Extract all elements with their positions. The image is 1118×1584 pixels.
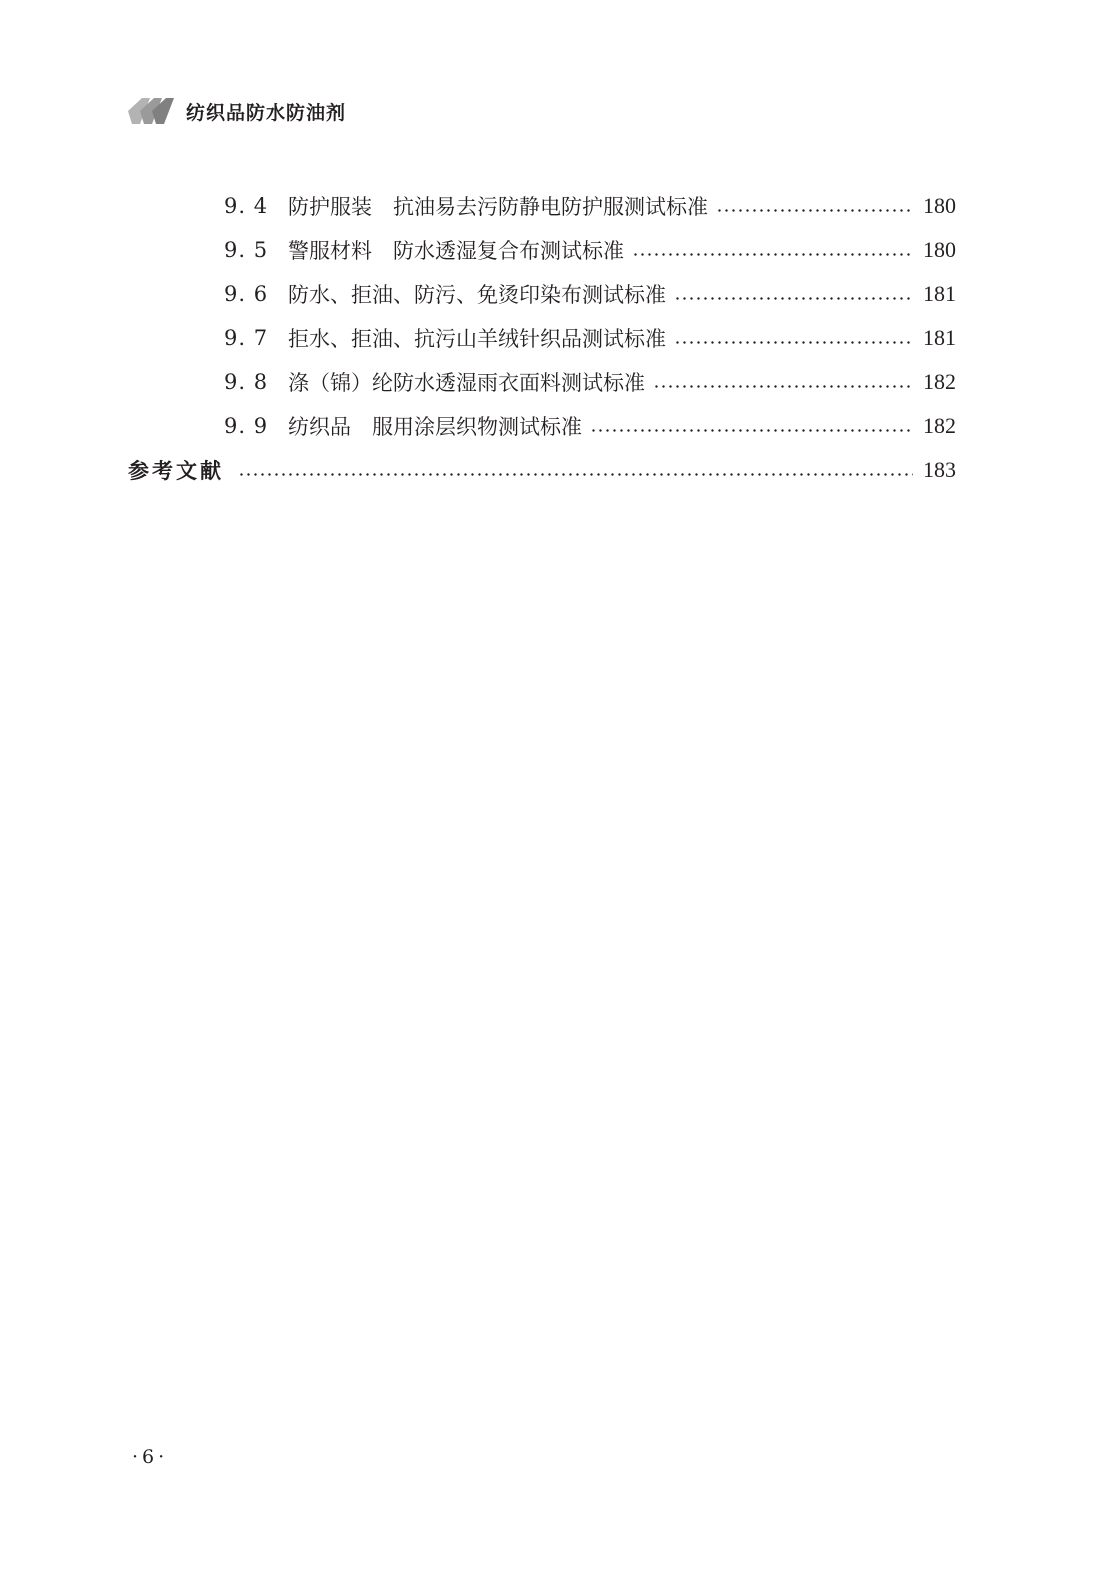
dot-leader — [238, 473, 913, 476]
dot-leader — [653, 385, 913, 388]
toc-entry-title: 防水、拒油、防污、免烫印染布测试标准 — [288, 283, 666, 307]
toc-entry-title: 拒水、拒油、抗污山羊绒针织品测试标准 — [288, 327, 666, 351]
toc-entry-9-5[interactable] — [224, 230, 956, 270]
page-folio: ·6· — [132, 1446, 169, 1468]
toc-references-title: 参考文献 — [128, 459, 224, 483]
toc-entry-title: 警服材料 防水透湿复合布测试标准 — [288, 239, 624, 263]
toc-entry-9-7[interactable] — [224, 318, 956, 358]
toc-entry-number: 9. 8 — [224, 370, 269, 394]
toc-entry-page: 181 — [923, 325, 956, 350]
toc-entry-title: 涤（锦）纶防水透湿雨衣面料测试标准 — [288, 371, 645, 395]
toc-entry-title: 防护服装 抗油易去污防静电防护服测试标准 — [288, 195, 708, 219]
dot-leader — [674, 297, 913, 300]
toc-entry-references[interactable] — [128, 450, 956, 490]
toc-entry-9-9[interactable] — [224, 406, 956, 446]
toc-entry-page: 182 — [923, 413, 956, 438]
running-head — [128, 94, 346, 128]
toc-entry-number: 9. 9 — [224, 414, 269, 438]
toc-entry-page: 181 — [923, 281, 956, 306]
toc-entry-9-8[interactable] — [224, 362, 956, 402]
toc-entry-number: 9. 6 — [224, 282, 269, 306]
dot-leader — [716, 209, 913, 212]
toc-entry-number: 9. 4 — [224, 194, 269, 218]
toc-entry-9-6[interactable] — [224, 274, 956, 314]
toc-entry-9-4[interactable] — [224, 186, 956, 226]
toc-entry-number: 9. 7 — [224, 326, 269, 350]
dot-leader — [590, 429, 913, 432]
book-title: 纺织品防水防油剂 — [186, 101, 347, 124]
toc-entry-page: 180 — [923, 237, 956, 262]
toc-references-page: 183 — [923, 457, 956, 482]
dot-leader — [674, 341, 913, 344]
dot-leader — [632, 253, 913, 256]
toc-entry-page: 180 — [923, 193, 956, 218]
toc-entry-title: 纺织品 服用涂层织物测试标准 — [288, 415, 582, 439]
chevron-arrows-icon — [128, 96, 176, 126]
toc-entry-page: 182 — [923, 369, 956, 394]
toc-entry-number: 9. 5 — [224, 238, 269, 262]
